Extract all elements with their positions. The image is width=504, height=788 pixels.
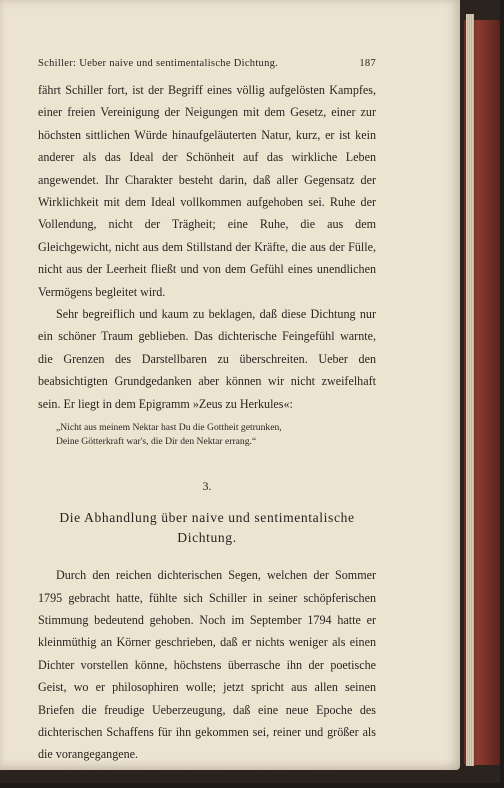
page-number: 187	[359, 58, 376, 69]
quote-line-2: Deine Götterkraft war's, die Dir den Nektar errang.“	[56, 436, 257, 448]
page-content	[38, 58, 376, 788]
running-head-title: Schiller: Ueber naive und sentimentalische Dichtung.	[38, 58, 279, 69]
section-title: Die Abhandlung über naive und sentimentalische Dichtung.	[59, 510, 355, 546]
epigram-quote	[56, 421, 376, 449]
paragraph-3: Durch den reichen dichterischen Segen, welchen der Sommer 1795 gebracht hatte, fühlte sich Schiller in seiner schöpferischen Stimmung bedeutend gehoben. Noch im September 1794 hatte er kleinmüthig an Körner geschrieben, daß er nichts weniger als einen Dichter vorstellen könne, höchstens überrasche ihn der poetische Geist, wo er philosophiren wolle; jetzt spricht aus allen seinen Briefen die freudige Ueberzeugung, daß eine neue Epoche des dichterischen Schaffens für ihn gekommen sei, reiner und größer als die vorangegangene.	[38, 568, 376, 762]
paragraph-1: fährt Schiller fort, ist der Begriff eines völlig aufgelösten Kampfes, einer freien Vereinigung der Neigungen mit dem Gesetz, einer zur höchsten sittlichen Würde hinaufgeläuterten Natur, kurz, er ist kein anderer als das Ideal der Schönheit auf das wirkliche Leben angewendet. Ihr Charakter besteht darin, daß aller Gegensatz der Wirklichkeit mit dem Ideal vollkommen aufgehoben sei. Ruhe der Vollendung, nicht der Trägheit; eine Ruhe, die aus dem Gleichgewicht, nicht aus dem Stillstand der Kräfte, die aus der Fülle, nicht aus der Leerheit fließt und von dem Gefühl eines unendlichen Vermögens begleitet wird.	[38, 83, 376, 299]
paragraph-2: Sehr begreiflich und kaum zu beklagen, daß diese Dichtung nur ein schöner Traum geblieben. Das dichterische Feingefühl warnte, die Grenzen des Darstellbaren zu überschreiten. Ueber den beabsichtigten Grundgedanken aber können wir nicht zweifelhaft sein. Er liegt in dem Epigramm »Zeus zu Herkules«:	[38, 307, 376, 411]
section-number: 3.	[202, 479, 212, 494]
quote-line-1: „Nicht aus meinem Nektar hast Du die Gottheit getrunken,	[56, 422, 282, 434]
running-head	[38, 58, 376, 69]
paragraph-4: Schon keimte und wuchs der Plan zum Wallenstein; ernst-	[56, 769, 338, 784]
page-stack-edge	[466, 14, 474, 766]
